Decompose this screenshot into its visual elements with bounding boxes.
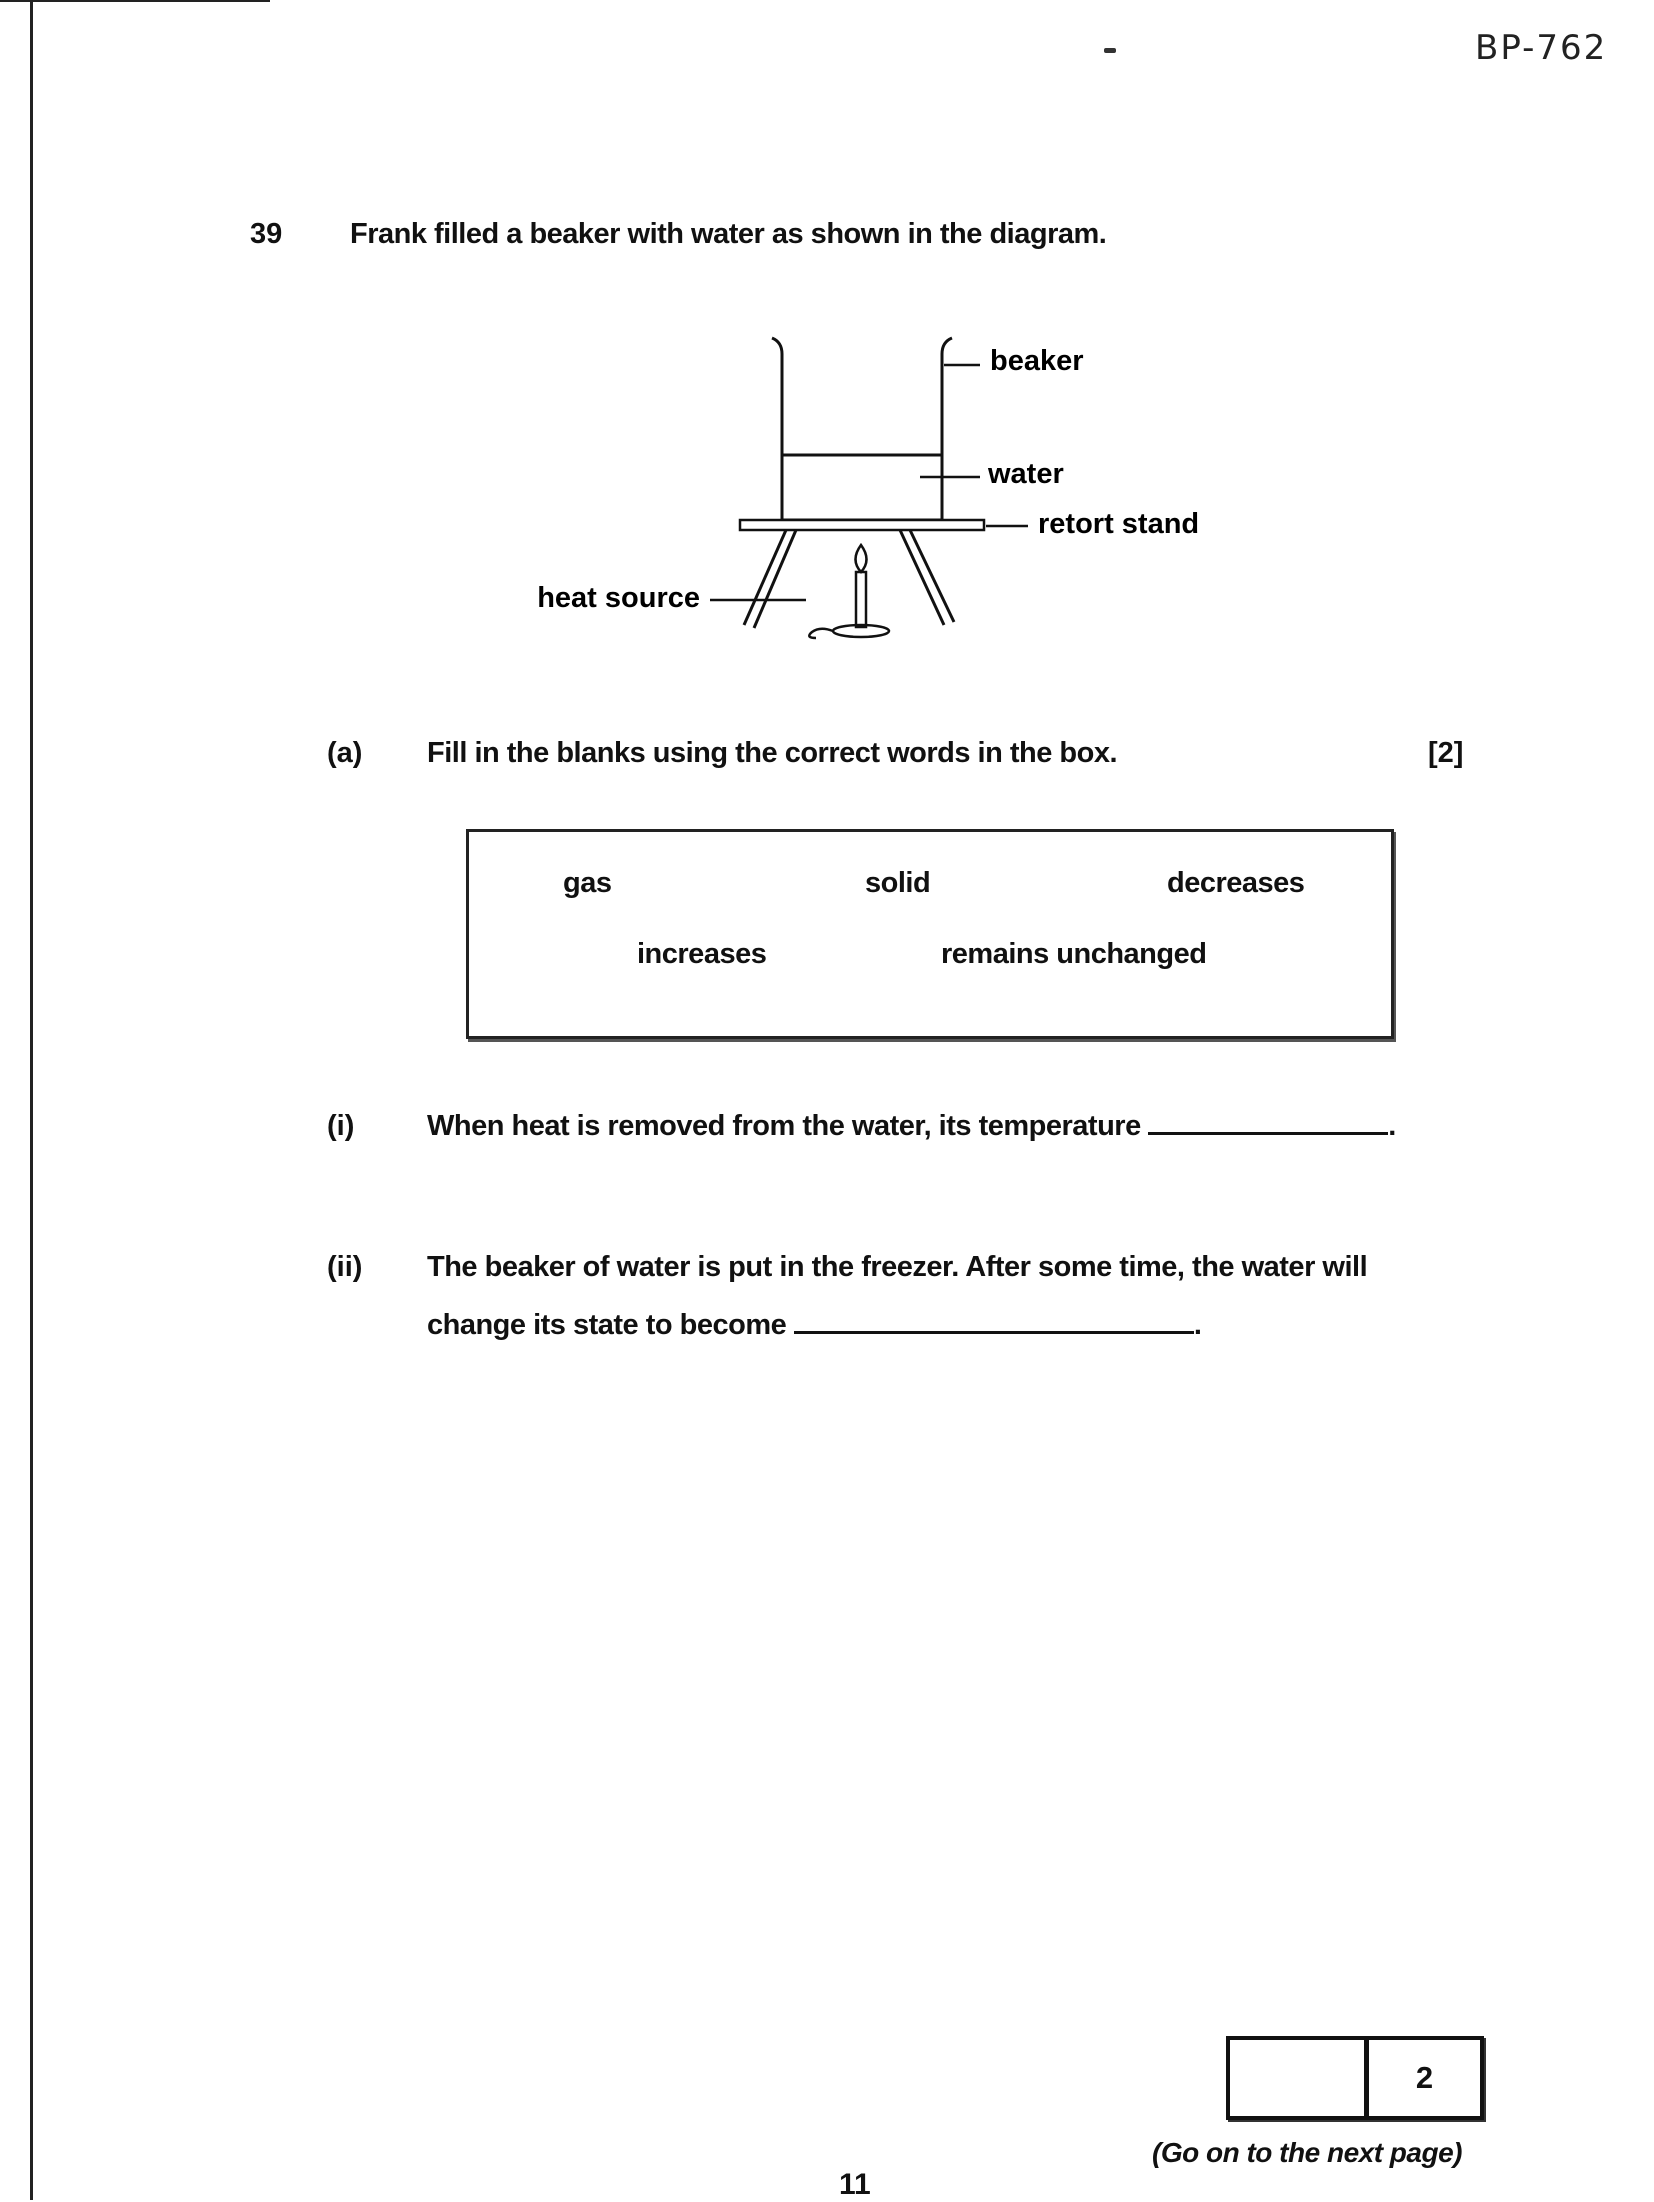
part-a-marks: [2] [1428, 737, 1464, 769]
word-bank-item: increases [637, 938, 767, 970]
answer-blank-ii[interactable] [794, 1307, 1194, 1334]
document-code: BP-762 [1475, 28, 1608, 68]
item-i-sentence: When heat is removed from the water, its temperature [427, 1110, 1141, 1142]
part-a-label: (a) [327, 737, 363, 769]
answer-blank-i[interactable] [1148, 1108, 1388, 1135]
beaker-heating-diagram [520, 320, 1240, 660]
item-i-end: . [1388, 1110, 1396, 1142]
bunsen-burner [809, 545, 889, 638]
question-stem: Frank filled a beaker with water as shown in the diagram. [350, 218, 1107, 250]
item-ii-line-2: change its state to become [427, 1309, 787, 1341]
item-i-label: (i) [327, 1110, 355, 1142]
label-beaker: beaker [990, 345, 1084, 377]
beaker-outline [772, 338, 952, 520]
label-retort-stand: retort stand [1038, 508, 1200, 540]
retort-stand-legs [744, 530, 954, 628]
score-box [1226, 2036, 1484, 2120]
word-bank-item: gas [563, 867, 612, 899]
question-number: 39 [250, 218, 283, 250]
item-i-text [427, 1097, 1396, 1155]
item-ii-end: . [1193, 1309, 1202, 1341]
page-number: 11 [839, 2168, 871, 2201]
retort-stand-top [740, 520, 984, 530]
score-max-marks: 2 [1415, 2060, 1434, 2095]
word-bank-box [466, 829, 1394, 1039]
word-bank-item: remains unchanged [941, 938, 1207, 970]
stray-mark [1104, 48, 1116, 53]
part-a-instruction: Fill in the blanks using the correct words in the box. [427, 737, 1118, 769]
word-bank-item: decreases [1167, 867, 1305, 899]
label-water: water [988, 458, 1064, 490]
label-heat-source: heat source [537, 582, 700, 614]
label-pointers [710, 365, 1028, 600]
item-ii-label: (ii) [327, 1251, 363, 1283]
item-ii-text [427, 1238, 1367, 1354]
left-margin-line [30, 0, 33, 2200]
word-bank-item: solid [865, 867, 931, 899]
next-page-note: (Go on to the next page) [1152, 2137, 1462, 2168]
item-ii-line-1: The beaker of water is put in the freezer. After some time, the water will [427, 1251, 1368, 1283]
top-edge-line [0, 0, 270, 2]
